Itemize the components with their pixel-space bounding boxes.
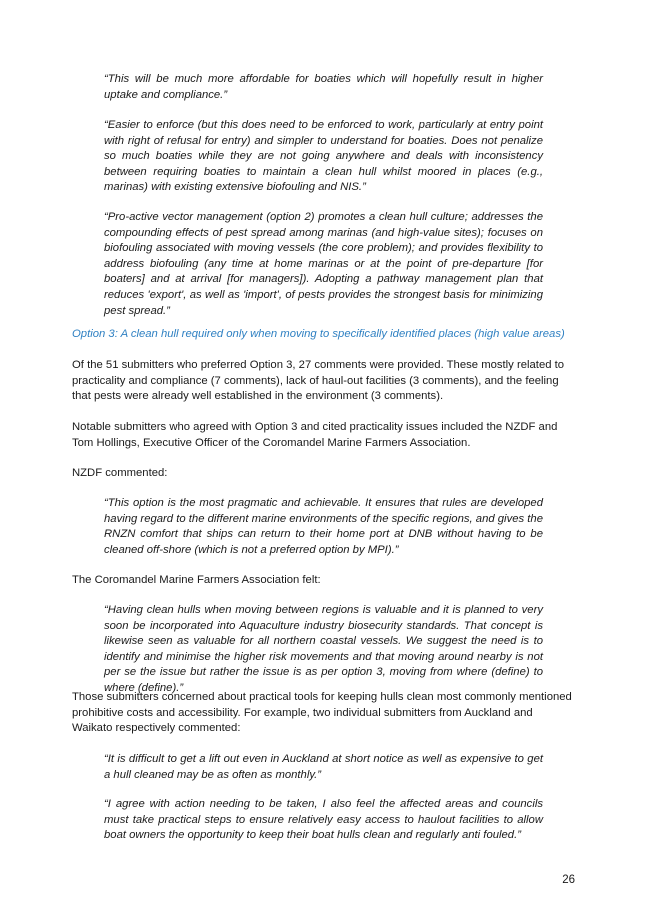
nzdf-quote: “This option is the most pragmatic and achievable. It ensures that rules are developed having regard to the different marine environments of the specific regions, and gives the RNZN comfort that ships can return to their home port at DNB without having to be cleaned off-shore (which is not a preferred option by MPI).” bbox=[104, 497, 543, 556]
cmfa-quote: “Having clean hulls when moving between regions is valuable and it is planned to very soon be incorporated into Aquaculture industry biosecurity standards. That concept is likewise seen as valuable for all northern coastal vessels. We suggest the need is to identify and minimise the higher risk movements and that moving around nearby is not per se the issue but rather the issue is as per option 3, moving from where (define) to where (define).” bbox=[104, 604, 543, 694]
quote-affordable: “This will be much more affordable for boaties which will hopefully result in higher uptake and compliance.” bbox=[104, 73, 543, 101]
notable-submitters-paragraph: Notable submitters who agreed with Option 3 and cited practicality issues included the NZDF and Tom Hollings, Executive Officer of the Coromandel Marine Farmers Association. bbox=[72, 421, 558, 449]
option3-heading: Option 3: A clean hull required only when moving to specifically identified places (high value areas) bbox=[72, 328, 565, 340]
cmfa-intro: The Coromandel Marine Farmers Association felt: bbox=[72, 574, 321, 586]
nzdf-intro: NZDF commented: bbox=[72, 467, 168, 479]
quote-proactive-vector: “Pro-active vector management (option 2) promotes a clean hull culture; addresses the compounding effects of pest spread among marinas (and high-value sites); focuses on biofouling associated with moving vessels (the core problem); and provides flexibility to address biofouling (any time at home marinas or at the point of pre-departure [for boaters] and at arrival [for managers]). Adopting a pathway management plan that reduces 'export', as well as 'import', of pests provides the strongest basis for minimizing pest spread.” bbox=[104, 211, 543, 317]
page-number: 26 bbox=[562, 874, 575, 886]
quote-lift-out: “It is difficult to get a lift out even in Auckland at short notice as well as expensive to get a hull cleaned may be as often as monthly.” bbox=[104, 753, 543, 781]
quote-haulout-facilities: “I agree with action needing to be taken, I also feel the affected areas and councils must take practical steps to ensure relatively easy access to haulout facilities to allow boat owners the opportunity to keep their boat hulls clean and regularly anti fouled.” bbox=[104, 798, 543, 842]
option3-summary-paragraph: Of the 51 submitters who preferred Option 3, 27 comments were provided. These mostly related to practicality and compliance (7 comments), lack of haul-out facilities (3 comments), and the feeling that pests were already well established in the environment (3 comments). bbox=[72, 359, 565, 403]
practical-tools-paragraph: Those submitters concerned about practical tools for keeping hulls clean most commonly mentioned prohibitive costs and accessibility. For example, two individual submitters from Auckland and Waikato respectively commented: bbox=[72, 691, 572, 735]
quote-easier-to-enforce: “Easier to enforce (but this does need to be enforced to work, particularly at entry point with right of refusal for entry) and simpler to understand for boaties. Does not penalize so much boaties while they are not going anywhere and deals with inconsistency between requiring boaties to maintain a clean hull whilst moored in places (e.g., marinas) with existing extensive biofouling and NIS.” bbox=[104, 119, 543, 194]
